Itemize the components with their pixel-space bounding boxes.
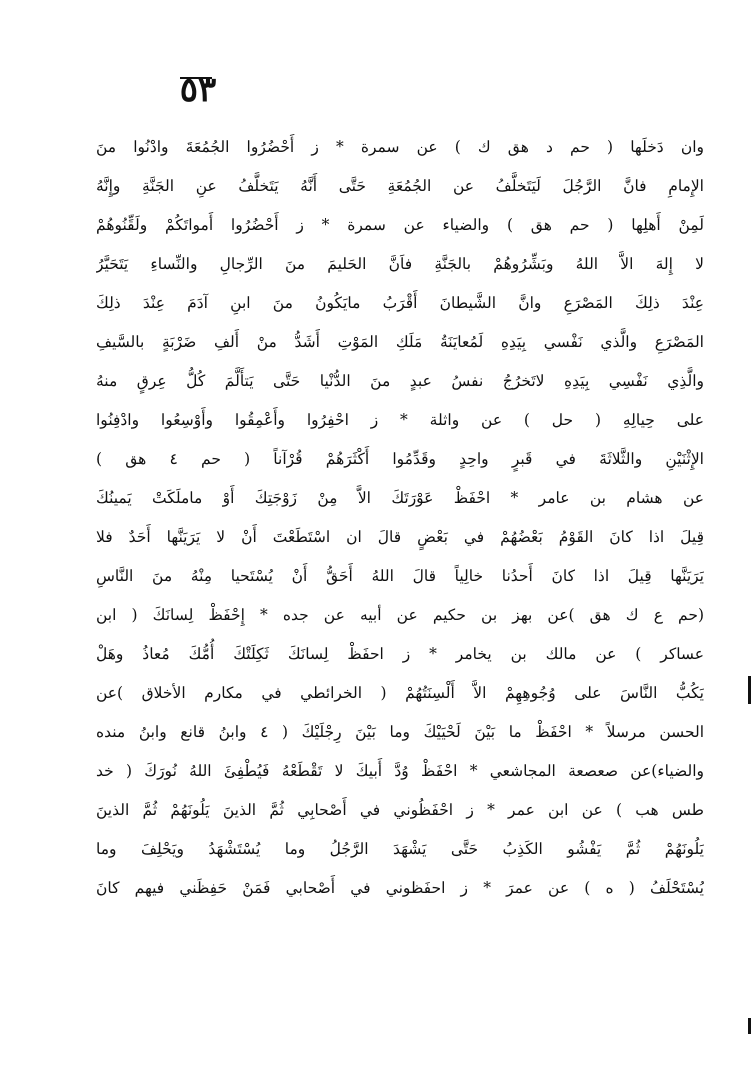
text-line: (حم ع ك هق )عن بهز بن حكيم عن أبيه عن جده * إِحْفَظْ لِسانَكَ ( ابن: [96, 606, 704, 624]
text-line: عن هشام بن عامر * احْفَظْ عَوْرَتَكَ الاَّ مِنْ زَوْجَتِكَ أَوْ ماملَكَتْ يَمينُكَ: [96, 489, 704, 507]
text-line: يَلُونَهُمْ ثُمَّ يَفْشُو الكَذِبُ حَتَّى يَشْهَدَ الرَّجُلُ وما يُسْتَشْهَدُ ويَحْلِفَ وما: [96, 840, 704, 858]
scan-edge-mark: [748, 676, 751, 704]
text-line: يُسْتَحْلَفُ ( ه ) عن عمرَ * ز احفَظوني في أَصْحابي فَمَنْ حَفِظَني فيهم كانَ: [96, 879, 704, 897]
text-line: الحسن مرسلاً * احْفَظْ ما بَيْنَ لَحْيَيْكَ وما بَيْنَ رِجْلَيْكَ ( ٤ وابنُ قانع وابنُ منده: [96, 723, 704, 741]
text-line: على حِيالِهِ ( حل ) عن واثلة * ز احْفِرُوا وأَعْمِقُوا وأَوْسِعُوا وادْفِنُوا: [96, 411, 704, 429]
text-line: والضياء)عن صعصعة المجاشعي * احْفَظْ وُدَّ أَبيكَ لا تَقْطَعْهُ فَيُطْفِئَ اللهُ نُورَكَ ( خد: [96, 762, 704, 780]
text-line: لَمِنْ أَهلِها ( حم هق ) والضياء عن سمرة * ز أَحْضُرُوا أَمواتَكُمْ ولَقِّنُوهُمْ: [96, 216, 704, 234]
text-line: وان دَخلَها ( حم د هق ك ) عن سمرة * ز أَحْضُرُوا الجُمُعَةَ وادْنُوا منَ: [96, 138, 704, 156]
text-line: والَّذِي نَفْسِي بِيَدِهِ لاتَخرُجُ نفسُ عبدٍ منَ الدُّنْيا حَتَّى يَتأَلَّمَ كُلُّ عِرقٍ منهُ: [96, 372, 704, 390]
text-line: لا إِلهَ الاَّ اللهُ وبَشِّرُوهُمْ بالجَنَّةِ فاَنَّ الحَليمَ منَ الرِّجالِ والنِّساءِ يَتَحَيَّرُ: [96, 255, 704, 273]
scan-edge-mark: [748, 1018, 751, 1034]
text-line: عساكر ) عن مالك بن يخامر * ز احفَظْ لِسانَكَ ثَكِلَتْكَ أُمُّكَ مُعاذُ وهَلْ: [96, 645, 704, 663]
text-line: يَرَيَنَّها قِيلَ اذا كانَ أَحدُنا خالِياً قالَ اللهُ أَحَقُّ أَنْ يُسْتَحيا مِنْهُ منَ النَّاسِ: [96, 567, 704, 585]
text-line: الإِثْنَيْنِ والثَّلاثَةَ في قَبرٍ واحِدٍ وقَدِّمُوا أَكْثَرَهُمْ قُرْآناً ( حم ٤ هق ): [96, 450, 704, 468]
text-line: الإِمامِ فانَّ الرَّجُلَ لَيَتَخلَّفُ عن الجُمُعَةِ حَتَّى أَنَّهُ يَتَخلَّفُ عنِ الجَنَّةِ وإِنَّهُ: [96, 177, 704, 195]
text-line: عِنْدَ ذلِكَ المَصْرَعِ وانَّ الشَّيطانَ أَقْرَبُ مايَكُونُ منَ ابنِ آدَمَ عِنْدَ ذلِكَ: [96, 294, 704, 312]
hadith-text-block: [96, 128, 704, 908]
text-line: قِيلَ اذا كانَ القَوْمُ بَعْضُهُمْ في بَعْضٍ قالَ ان اسْتَطَعْتَ أَنْ لا يَرَيَنَّها أَحَدٌ فلا: [96, 528, 704, 546]
text-line: المَصْرَعِ والَّذي نَفْسي بِيَدِهِ لَمُعايَنَةُ مَلَكِ المَوْتِ أَشَدُّ منْ أَلفِ ضَرْبَةٍ بالسَّيفِ: [96, 333, 704, 351]
text-line: يَكُبُّ النَّاسَ على وُجُوهِهِمْ الاَّ أَلْسِنَتُهُمْ ( الخرائطي في مكارم الأخلاق )عن: [96, 684, 704, 702]
page-number: ٥٣: [179, 70, 217, 110]
text-line: طس هب ) عن ابن عمر * ز احْفَظُوني في أَصْحابِي ثُمَّ الذينَ يَلُونَهُمْ ثُمَّ الذينَ: [96, 801, 704, 819]
